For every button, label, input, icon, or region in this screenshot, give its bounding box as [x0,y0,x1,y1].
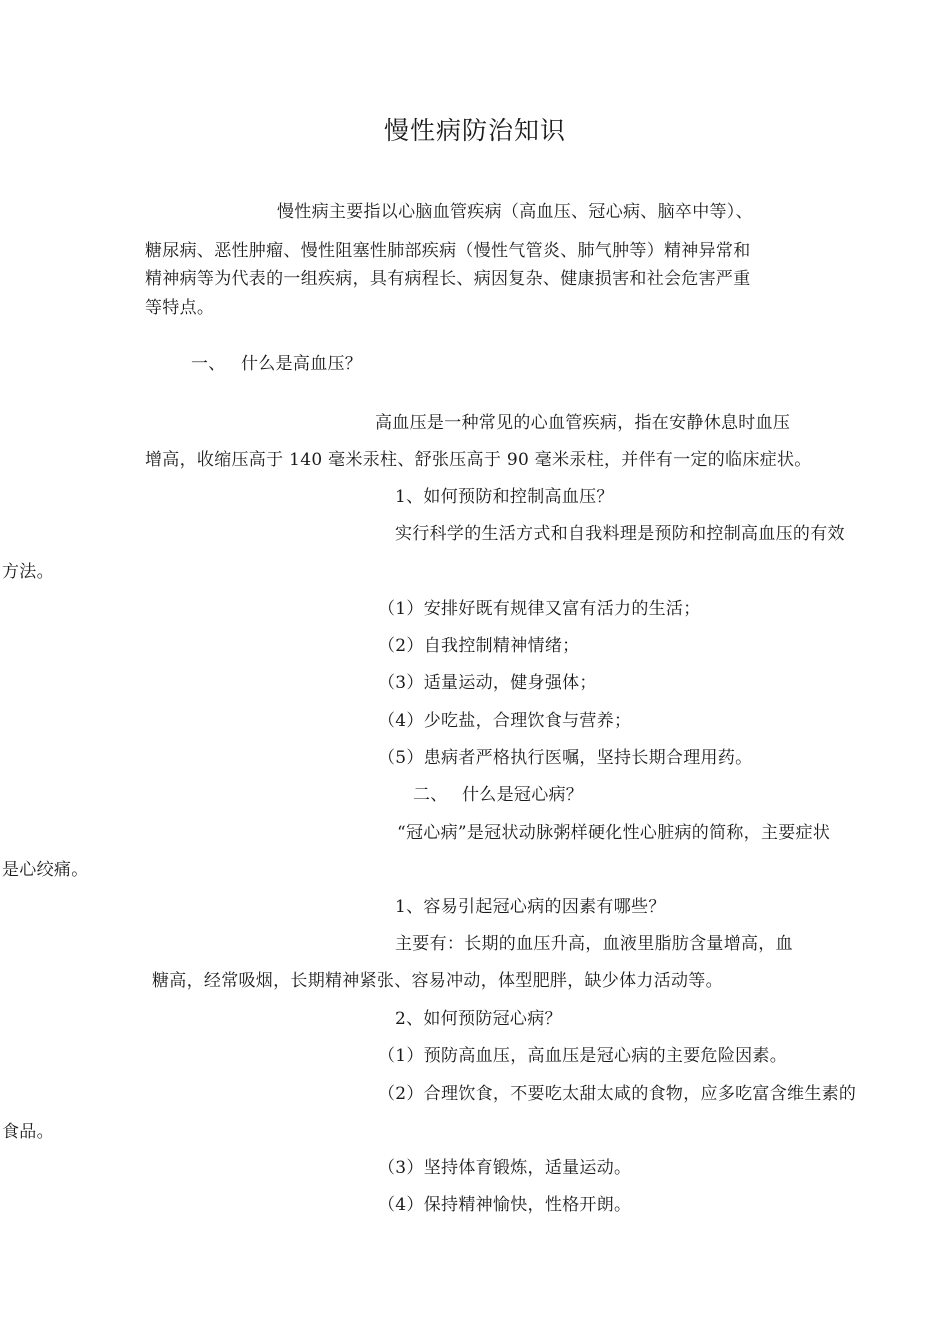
section2-item-3: （3）坚持体育锻炼，适量运动。 [378,1158,632,1178]
section1-item-2: （2）自我控制精神情绪； [378,636,580,656]
section2-item-1: （1）预防高血压，高血压是冠心病的主要危险因素。 [378,1046,788,1066]
section1-question-1: 1、如何预防和控制高血压？ [395,487,614,507]
section2-answer-line-1: 主要有：长期的血压升高，血液里脂肪含量增高，血 [395,934,793,954]
section2-heading-number: 二、 [413,785,448,805]
intro-line-4: 等特点。 [145,298,215,318]
section1-definition-line-2: 增高，收缩压高于 140 毫米汞柱、舒张压高于 90 毫米汞柱，并伴有一定的临床症状。 [145,450,812,470]
intro-line-1: 慢性病主要指以心脑血管疾病（高血压、冠心病、脑卒中等）、 [277,202,753,222]
section2-question-2: 2、如何预防冠心病？ [395,1009,562,1029]
section1-item-1: （1）安排好既有规律又富有活力的生活； [378,599,701,619]
section1-answer-line-1: 实行科学的生活方式和自我料理是预防和控制高血压的有效 [395,524,845,544]
section2-definition-line-2: 是心绞痛。 [2,860,89,880]
section2-heading: 什么是冠心病？ [462,785,584,805]
document-title: 慢性病防治知识 [383,116,566,145]
intro-line-2: 糖尿病、恶性肿瘤、慢性阻塞性肺部疾病（慢性气管炎、肺气肿等）精神异常和 [145,241,751,261]
section2-item-2-continued: 食品。 [2,1122,54,1142]
section1-item-5: （5）患病者严格执行医嘱，坚持长期合理用药。 [378,748,753,768]
section2-item-2: （2）合理饮食，不要吃太甜太咸的食物，应多吃富含维生素的 [378,1084,857,1104]
section1-heading: 什么是高血压？ [241,354,363,374]
section1-definition-line-1: 高血压是一种常见的心血管疾病，指在安静休息时血压 [375,413,791,433]
section2-answer-line-2: 糖高，经常吸烟，长期精神紧张、容易冲动，体型肥胖，缺少体力活动等。 [152,971,723,991]
section1-heading-number: 一、 [191,354,226,374]
section2-definition-line-1: “冠心病”是冠状动脉粥样硬化性心脏病的简称，主要症状 [397,823,831,843]
section1-item-4: （4）少吃盐，合理饮食与营养； [378,711,632,731]
section1-item-3: （3）适量运动，健身强体； [378,673,597,693]
section2-question-1: 1、容易引起冠心病的因素有哪些？ [395,897,666,917]
section1-answer-line-2: 方法。 [2,562,54,582]
intro-line-3: 精神病等为代表的一组疾病，具有病程长、病因复杂、健康损害和社会危害严重 [145,269,751,289]
section2-item-4: （4）保持精神愉快，性格开朗。 [378,1195,632,1215]
